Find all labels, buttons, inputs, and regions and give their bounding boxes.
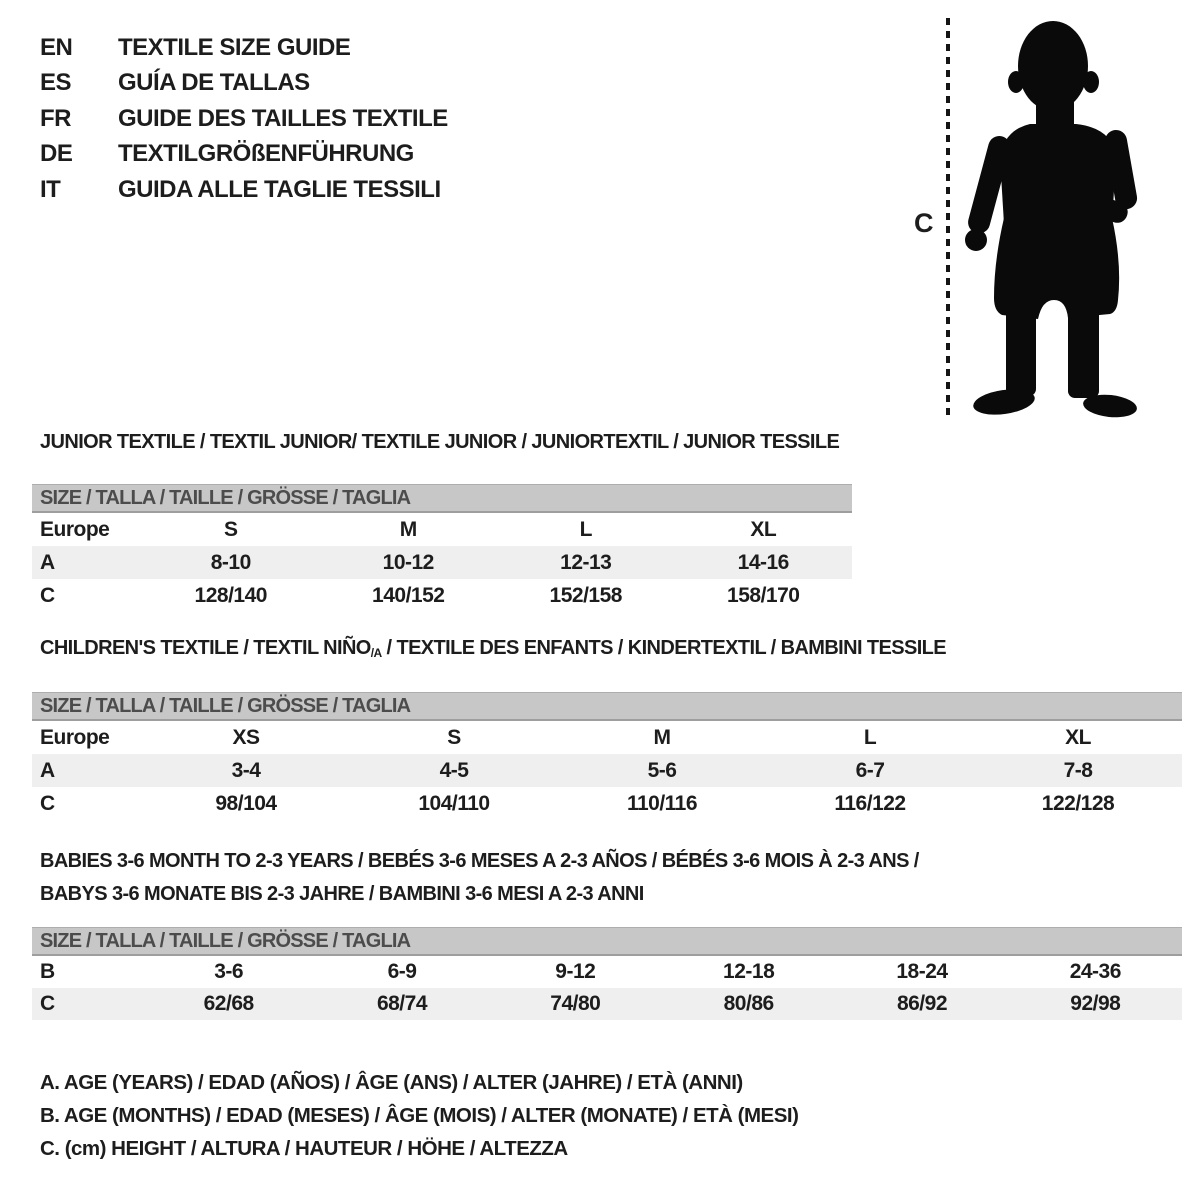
table-cell: 8-10 [210, 550, 251, 574]
row-label: C [40, 583, 55, 607]
language-code: DE [40, 140, 73, 168]
table-cell: 5-6 [647, 758, 677, 782]
junior-section-title: JUNIOR TEXTILE / TEXTIL JUNIOR/ TEXTILE JUNIOR / JUNIORTEXTIL / JUNIOR TESSILE [40, 431, 840, 453]
row-label: A [40, 550, 55, 574]
table-cell: 80/86 [723, 992, 774, 1015]
measurement-legend [40, 1066, 798, 1165]
legend-line-a: A. AGE (YEARS) / EDAD (AÑOS) / ÂGE (ANS) / ALTER (JAHRE) / ETÀ (ANNI) [40, 1071, 743, 1094]
legend-line-b: B. AGE (MONTHS) / EDAD (MESES) / ÂGE (MOIS) / ALTER (MONATE) / ETÀ (MESI) [40, 1104, 799, 1127]
table-cell: 86/92 [896, 992, 948, 1015]
babies-size-table [32, 927, 1182, 1020]
table-cell: 3-4 [231, 758, 261, 782]
children-size-header: SIZE / TALLA / TAILLE / GRÖSSE / TAGLIA [32, 692, 1182, 721]
table-cell: 104/110 [418, 791, 490, 815]
legend-line-c: C. (cm) HEIGHT / ALTURA / HAUTEUR / HÖHE / ALTEZZA [40, 1137, 568, 1160]
table-cell: L [863, 725, 877, 749]
table-row [32, 513, 852, 546]
junior-size-header: SIZE / TALLA / TAILLE / GRÖSSE / TAGLIA [32, 484, 852, 513]
height-measure-dashed-line [946, 18, 950, 415]
language-title: GUIDA ALLE TAGLIE TESSILI [118, 175, 441, 203]
height-measure-label: C [914, 208, 934, 238]
table-row [32, 579, 852, 612]
table-cell: 6-9 [387, 960, 417, 983]
table-row [32, 754, 1182, 787]
row-label: Europe [40, 517, 110, 541]
language-row [40, 172, 448, 208]
table-cell: 14-16 [737, 550, 789, 574]
table-cell: L [579, 517, 592, 541]
language-title-list [40, 30, 448, 208]
children-title-rest: / TEXTILE DES ENFANTS / KINDERTEXTIL / BAMBINI TESSILE [381, 637, 947, 659]
table-cell: 110/116 [626, 791, 698, 815]
toddler-silhouette [964, 18, 1139, 418]
row-label: B [40, 960, 55, 983]
language-title: GUÍA DE TALLAS [118, 69, 310, 97]
language-code: ES [40, 69, 72, 97]
table-row [32, 956, 1182, 988]
table-cell: 62/68 [203, 992, 254, 1015]
language-row [40, 30, 448, 66]
language-code: IT [40, 175, 61, 203]
table-cell: 116/122 [834, 791, 906, 815]
table-cell: 122/128 [1041, 791, 1115, 815]
junior-size-table [32, 484, 852, 612]
table-cell: 12-13 [560, 550, 612, 574]
table-cell: XL [1065, 725, 1091, 749]
table-cell: 152/158 [549, 583, 622, 607]
table-cell: 6-7 [855, 758, 885, 782]
babies-title-line1: BABIES 3-6 MONTH TO 2-3 YEARS / BEBÉS 3-6 MESES A 2-3 AÑOS / BÉBÉS 3-6 MOIS À 2-3 ANS / [40, 850, 919, 872]
language-title: TEXTILE SIZE GUIDE [118, 33, 351, 61]
table-cell: M [399, 517, 417, 541]
table-cell: 158/170 [727, 583, 800, 607]
table-cell: 4-5 [439, 758, 469, 782]
table-cell: 12-18 [723, 960, 775, 983]
table-row [32, 721, 1182, 754]
table-cell: 24-36 [1069, 960, 1121, 983]
babies-section-title [40, 845, 919, 910]
table-cell: S [447, 725, 461, 749]
table-cell: 128/140 [194, 583, 267, 607]
table-row [32, 546, 852, 579]
children-title-main: CHILDREN'S TEXTILE / TEXTIL NIÑO [40, 637, 371, 659]
language-row [40, 101, 448, 137]
table-cell: 98/104 [215, 791, 277, 815]
children-title-subscript: /A [370, 646, 382, 660]
table-cell: XL [750, 517, 777, 541]
row-label: A [40, 758, 55, 782]
row-label: Europe [40, 725, 110, 749]
table-cell: XS [232, 725, 260, 749]
table-row [32, 988, 1182, 1020]
table-cell: 18-24 [896, 960, 948, 983]
language-title: GUIDE DES TAILLES TEXTILE [118, 104, 448, 132]
language-code: EN [40, 33, 73, 61]
table-cell: S [223, 517, 238, 541]
language-row [40, 66, 448, 102]
table-row [32, 787, 1182, 820]
table-cell: 3-6 [214, 960, 244, 983]
babies-title-line2: BABYS 3-6 MONATE BIS 2-3 JAHRE / BAMBINI 3-6 MESI A 2-3 ANNI [40, 882, 644, 905]
row-label: C [40, 992, 55, 1015]
row-label: C [40, 791, 55, 815]
table-cell: 92/98 [1070, 992, 1121, 1015]
children-size-table [32, 692, 1182, 820]
table-cell: 74/80 [550, 992, 601, 1015]
table-cell: 7-8 [1063, 758, 1093, 782]
language-title: TEXTILGRÖßENFÜHRUNG [118, 140, 414, 168]
language-code: FR [40, 104, 71, 132]
children-section-title [40, 637, 946, 660]
language-row [40, 137, 448, 173]
table-cell: 9-12 [555, 960, 596, 983]
table-cell: 68/74 [376, 992, 428, 1015]
table-cell: M [653, 725, 671, 749]
babies-size-header: SIZE / TALLA / TAILLE / GRÖSSE / TAGLIA [32, 927, 1182, 956]
table-cell: 10-12 [382, 550, 434, 574]
table-cell: 140/152 [372, 583, 445, 607]
